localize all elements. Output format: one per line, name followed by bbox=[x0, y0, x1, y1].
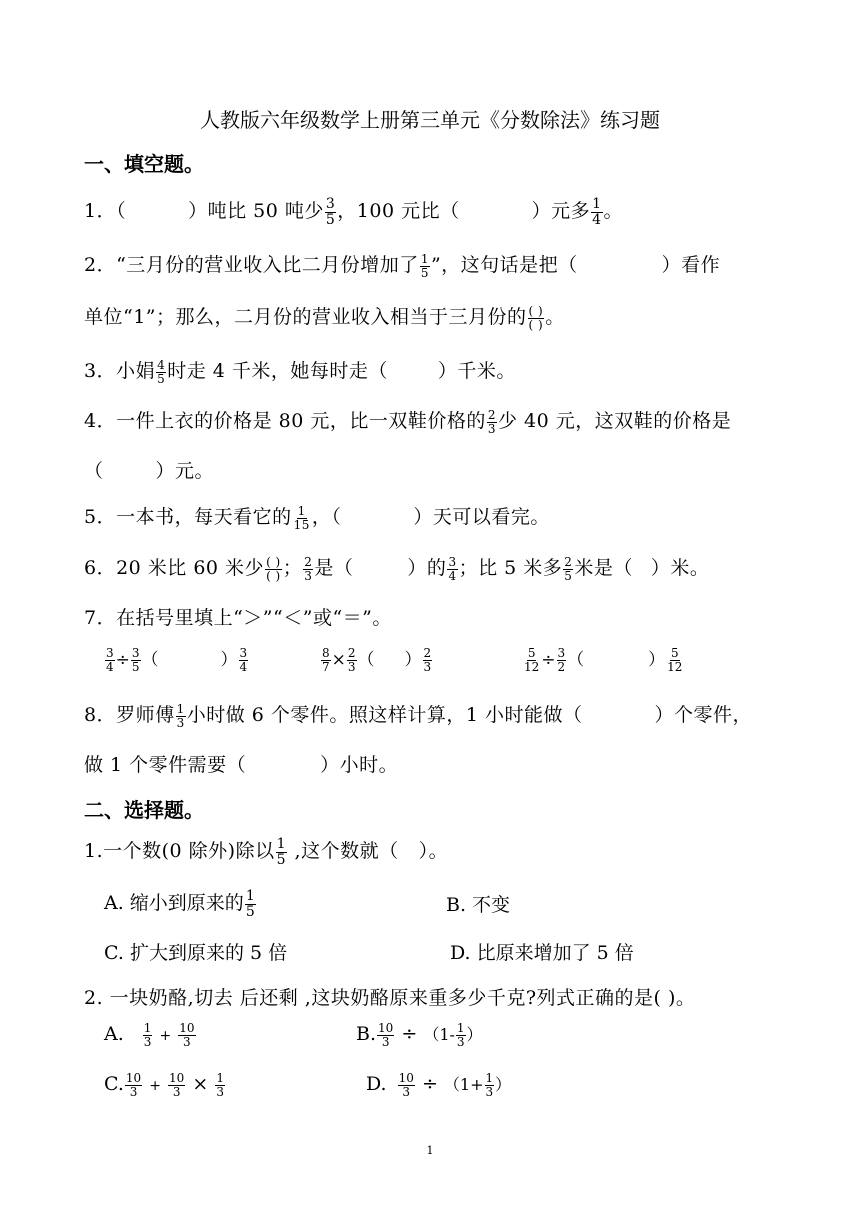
fraction: $\frac{2}{3}$ bbox=[304, 554, 313, 583]
choice-2-option-a: A. $\frac{1}{3}$ + $\frac{10}{3}$ bbox=[104, 1021, 195, 1049]
question-8-line-1: 8．罗师傅 $\frac{1}{3}$ 小时做 6 个零件。照这样计算，1 小时能做（ ）个零件， bbox=[84, 701, 753, 730]
page-number: 1 bbox=[426, 1144, 434, 1157]
question-6: 6．20 米比 60 米少 $\frac{( )}{( )}$ ； $\frac{2}{3}$ 是（ ）的 $\frac{3}{4}$ ；比 5 米多 $\frac{2}{5}$ 米是（ ）米。 bbox=[84, 554, 710, 583]
section-choice-title: 二、选择题。 bbox=[84, 798, 204, 822]
question-2-line-1: 2．“三月份的营业收入比二月份增加了 $\frac{1}{5}$ ”，这句话是把（ ）看作 bbox=[84, 251, 721, 280]
fraction: $\frac{3}{4}$ bbox=[448, 554, 457, 583]
fraction: $\frac{( )}{( )}$ bbox=[528, 303, 544, 332]
fraction: $\frac{1}{5}$ bbox=[420, 251, 429, 280]
question-8-line-2: 做 1 个零件需要（ ）小时。 bbox=[84, 754, 399, 776]
fraction: $\frac{1}{5}$ bbox=[276, 835, 287, 868]
choice-1-option-d: D. 比原来增加了 5 倍 bbox=[450, 942, 634, 964]
fraction: $\frac{2}{5}$ bbox=[564, 554, 573, 583]
choice-2-option-d: D. $\frac{10}{3}$ ÷ （1+ $\frac{1}{3}$ ） bbox=[366, 1071, 512, 1099]
question-4-line-2: （ ）元。 bbox=[84, 460, 215, 482]
choice-2-option-c: C. $\frac{10}{3}$ + $\frac{10}{3}$ × $\frac{1}{3}$ bbox=[104, 1071, 224, 1099]
fraction: $\frac{( )}{( )}$ bbox=[266, 554, 281, 583]
compare-expression-1: $\frac{3}{4}$ ÷ $\frac{3}{5}$ （ ） $\frac{3}{4}$ bbox=[106, 646, 248, 674]
fraction: $\frac{1}{3}$ bbox=[176, 701, 185, 730]
section-fill-in-title: 一、填空题。 bbox=[84, 152, 204, 176]
fraction: $\frac{3}{5}$ bbox=[325, 195, 336, 228]
compare-expression-2: $\frac{8}{7}$ × $\frac{2}{3}$ （ ） $\frac{2}{3}$ bbox=[322, 646, 432, 674]
choice-question-2: 2. 一块奶酪,切去 后还剩 ,这块奶酪原来重多少千克?列式正确的是( )。 bbox=[84, 987, 696, 1009]
compare-expression-3: $\frac{5}{12}$ ÷ $\frac{3}{2}$ （ ） $\frac{5}{12}$ bbox=[524, 646, 683, 674]
question-2-line-2: 单位“1”；那么，二月份的营业收入相当于三月份的 $\frac{( )}{( )}$ 。 bbox=[84, 303, 565, 332]
fraction: $\frac{2}{3}$ bbox=[487, 407, 496, 436]
fraction: $\frac{1}{5}$ bbox=[245, 887, 255, 920]
choice-1-option-a: A. 缩小到原来的 $\frac{1}{5}$ bbox=[104, 887, 255, 920]
page-title: 人教版六年级数学上册第三单元《分数除法》练习题 bbox=[200, 108, 660, 132]
question-4-line-1: 4．一件上衣的价格是 80 元，比一双鞋价格的 $\frac{2}{3}$ 少 40 元，这双鞋的价格是 bbox=[84, 407, 732, 436]
question-5: 5．一本书，每天看它的 $\frac{1}{15}$ ，（ ）天可以看完。 bbox=[84, 503, 550, 532]
choice-1-option-c: C. 扩大到原来的 5 倍 bbox=[104, 942, 288, 964]
fraction: $\frac{1}{15}$ bbox=[293, 503, 310, 532]
fraction: $\frac{4}{5}$ bbox=[157, 357, 166, 386]
fraction: $\frac{1}{4}$ bbox=[592, 195, 602, 228]
choice-2-option-b: B. $\frac{10}{3}$ ÷ （1- $\frac{1}{3}$ ） bbox=[356, 1021, 483, 1049]
question-7: 7．在括号里填上“＞”“＜”或“＝”。 bbox=[84, 607, 392, 629]
question-3: 3．小娟 $\frac{4}{5}$ 时走 4 千米，她每时走（ ）千米。 bbox=[84, 357, 516, 386]
question-1: 1．（ ）吨比 50 吨少 $\frac{3}{5}$ ，100 元比（ ）元多 $\frac{1}{4}$ 。 bbox=[84, 195, 624, 228]
choice-question-1: 1.一个数(0 除外)除以 $\frac{1}{5}$ ,这个数就（ ）。 bbox=[84, 835, 449, 868]
choice-1-option-b: B. 不变 bbox=[446, 894, 511, 916]
